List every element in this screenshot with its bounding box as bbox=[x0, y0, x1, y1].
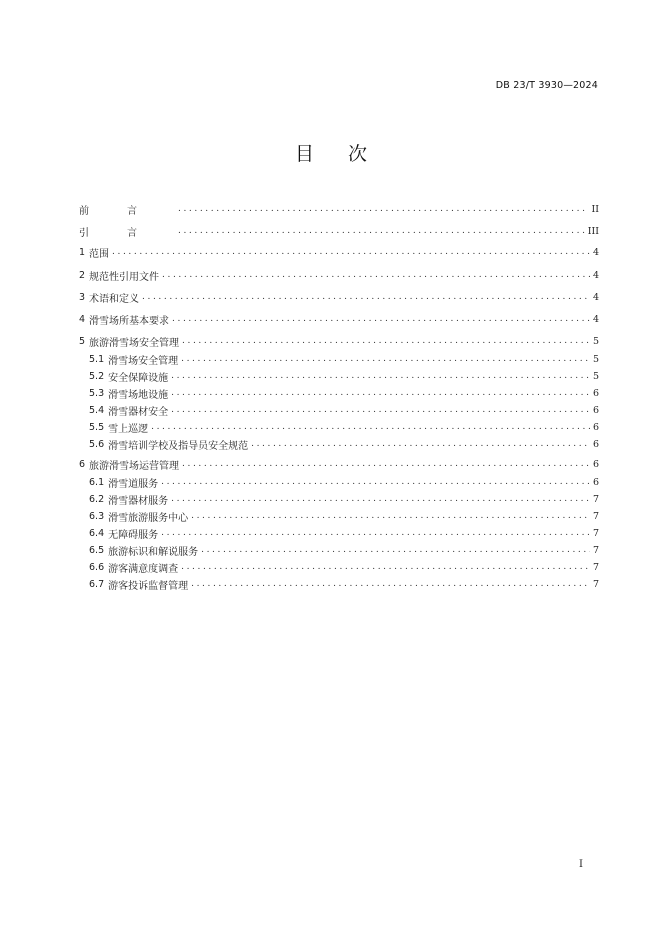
toc-entry-title: 游客投诉监督管理 bbox=[108, 580, 189, 592]
toc-entry-title: 规范性引用文件 bbox=[89, 271, 160, 283]
toc-leader-dots bbox=[171, 493, 590, 505]
toc-entry-page: 5 bbox=[592, 335, 599, 347]
toc-entry-title: 滑雪场所基本要求 bbox=[89, 315, 170, 327]
toc-entry-page: 4 bbox=[592, 313, 599, 325]
toc-entry-number: 2 bbox=[79, 269, 86, 281]
toc-entry-page: 7 bbox=[592, 561, 599, 573]
toc-entry-page: 7 bbox=[592, 544, 599, 556]
toc-entry[interactable] bbox=[89, 352, 599, 366]
toc-entry-title: 滑雪旅游服务中心 bbox=[108, 512, 189, 524]
toc-entry-title: 术语和定义 bbox=[89, 293, 140, 305]
toc-entry-title: 旅游标识和解说服务 bbox=[108, 546, 199, 558]
toc-entry-title: 旅游滑雪场安全管理 bbox=[89, 337, 180, 349]
toc-entry-page: 6 bbox=[592, 387, 599, 399]
toc-title-char-2: 次 bbox=[348, 143, 368, 165]
toc-entry-title: 引言 bbox=[79, 227, 175, 239]
toc-entry[interactable] bbox=[79, 245, 599, 259]
toc-entry-number: 1 bbox=[79, 246, 86, 258]
toc-entry-number: 5.1 bbox=[89, 353, 105, 365]
toc-entry-title: 安全保障设施 bbox=[108, 372, 169, 384]
toc-entry[interactable] bbox=[89, 437, 599, 451]
toc-entry[interactable] bbox=[79, 312, 599, 326]
toc-title-char-1: 目 bbox=[294, 143, 314, 165]
toc-entry-page: 6 bbox=[592, 458, 599, 470]
toc-entry[interactable] bbox=[89, 475, 599, 489]
toc-entry-page: II bbox=[591, 203, 599, 215]
toc-entry[interactable] bbox=[79, 202, 599, 216]
toc-entry[interactable] bbox=[89, 526, 599, 540]
toc-entry-page: 6 bbox=[592, 421, 599, 433]
toc-entry[interactable] bbox=[79, 290, 599, 304]
toc-entry[interactable] bbox=[89, 386, 599, 400]
toc-entry-page: III bbox=[587, 225, 599, 237]
toc-entry-page: 5 bbox=[592, 353, 599, 365]
toc-leader-dots bbox=[171, 404, 590, 416]
toc-leader-dots bbox=[191, 510, 590, 522]
toc-leader-dots bbox=[171, 387, 590, 399]
toc-entry-number: 4 bbox=[79, 313, 86, 325]
toc-entry-title: 滑雪场安全管理 bbox=[108, 355, 179, 367]
toc-entry-title: 范围 bbox=[89, 248, 110, 260]
toc-entry-number: 5.5 bbox=[89, 421, 105, 433]
toc-entry-number: 5.2 bbox=[89, 370, 105, 382]
toc-leader-dots bbox=[151, 421, 590, 433]
toc-entry-number: 5 bbox=[79, 335, 86, 347]
toc-leader-dots bbox=[171, 370, 590, 382]
toc-entry-number: 3 bbox=[79, 291, 86, 303]
toc-entry-number: 6.1 bbox=[89, 476, 105, 488]
toc-leader-dots bbox=[112, 246, 590, 258]
toc-entry-page: 4 bbox=[592, 246, 599, 258]
toc-entry[interactable] bbox=[79, 334, 599, 348]
toc-entry-number: 6.6 bbox=[89, 561, 105, 573]
toc-entry-page: 4 bbox=[592, 269, 599, 281]
toc-entry-title: 雪上巡逻 bbox=[108, 423, 149, 435]
toc-entry-number: 5.4 bbox=[89, 404, 105, 416]
toc-entry-page: 7 bbox=[592, 527, 599, 539]
toc-entry[interactable] bbox=[79, 268, 599, 282]
toc-leader-dots bbox=[161, 476, 590, 488]
toc-leader-dots bbox=[201, 544, 590, 556]
toc-entry[interactable] bbox=[79, 457, 599, 471]
toc-leader-dots bbox=[172, 313, 590, 325]
toc-entry-number: 6.2 bbox=[89, 493, 105, 505]
toc-leader-dots bbox=[181, 353, 590, 365]
toc-entry-page: 7 bbox=[592, 493, 599, 505]
toc-entry[interactable] bbox=[89, 509, 599, 523]
toc-entry-number: 6.5 bbox=[89, 544, 105, 556]
toc-entry-title: 无障碍服务 bbox=[108, 529, 159, 541]
toc-entry-page: 6 bbox=[592, 404, 599, 416]
toc-entry-title: 旅游滑雪场运营管理 bbox=[89, 460, 180, 472]
toc-entry-title: 游客满意度调查 bbox=[108, 563, 179, 575]
toc-entry-page: 5 bbox=[592, 370, 599, 382]
toc-leader-dots bbox=[182, 335, 590, 347]
toc-entry[interactable] bbox=[89, 369, 599, 383]
toc-leader-dots bbox=[191, 578, 590, 590]
toc-entry[interactable] bbox=[89, 560, 599, 574]
toc-entry-number: 6.7 bbox=[89, 578, 105, 590]
toc-title bbox=[0, 139, 662, 166]
standard-code: DB 23/T 3930—2024 bbox=[495, 80, 598, 91]
toc-entry[interactable] bbox=[89, 543, 599, 557]
toc-entry[interactable] bbox=[89, 577, 599, 591]
toc-leader-dots bbox=[182, 458, 590, 470]
toc-entry-title: 滑雪器材安全 bbox=[108, 406, 169, 418]
toc-leader-dots bbox=[251, 438, 590, 450]
toc-entry-number: 5.3 bbox=[89, 387, 105, 399]
toc-entry-title: 滑雪场地设施 bbox=[108, 389, 169, 401]
toc-entry[interactable] bbox=[79, 224, 599, 238]
toc-entry-title: 滑雪培训学校及指导员安全规范 bbox=[108, 440, 249, 452]
toc-leader-dots bbox=[178, 203, 588, 215]
toc-entry-page: 4 bbox=[592, 291, 599, 303]
toc-entry[interactable] bbox=[89, 420, 599, 434]
toc-entry-number: 6.3 bbox=[89, 510, 105, 522]
toc-entry-number: 6 bbox=[79, 458, 86, 470]
toc-leader-dots bbox=[162, 269, 590, 281]
toc-leader-dots bbox=[161, 527, 590, 539]
toc-entry-number: 6.4 bbox=[89, 527, 105, 539]
toc-entry-page: 7 bbox=[592, 510, 599, 522]
toc-entry[interactable] bbox=[89, 403, 599, 417]
toc-leader-dots bbox=[181, 561, 590, 573]
toc-entry-page: 7 bbox=[592, 578, 599, 590]
toc-entry-title: 滑雪器材服务 bbox=[108, 495, 169, 507]
toc-entry-page: 6 bbox=[592, 476, 599, 488]
page-number: I bbox=[579, 859, 583, 870]
toc-entry-page: 6 bbox=[592, 438, 599, 450]
toc-leader-dots bbox=[178, 225, 585, 237]
toc-entry-title: 前言 bbox=[79, 205, 175, 217]
toc-entry[interactable] bbox=[89, 492, 599, 506]
toc-entry-number: 5.6 bbox=[89, 438, 105, 450]
toc-entry-title: 滑雪道服务 bbox=[108, 478, 159, 490]
toc-leader-dots bbox=[142, 291, 590, 303]
